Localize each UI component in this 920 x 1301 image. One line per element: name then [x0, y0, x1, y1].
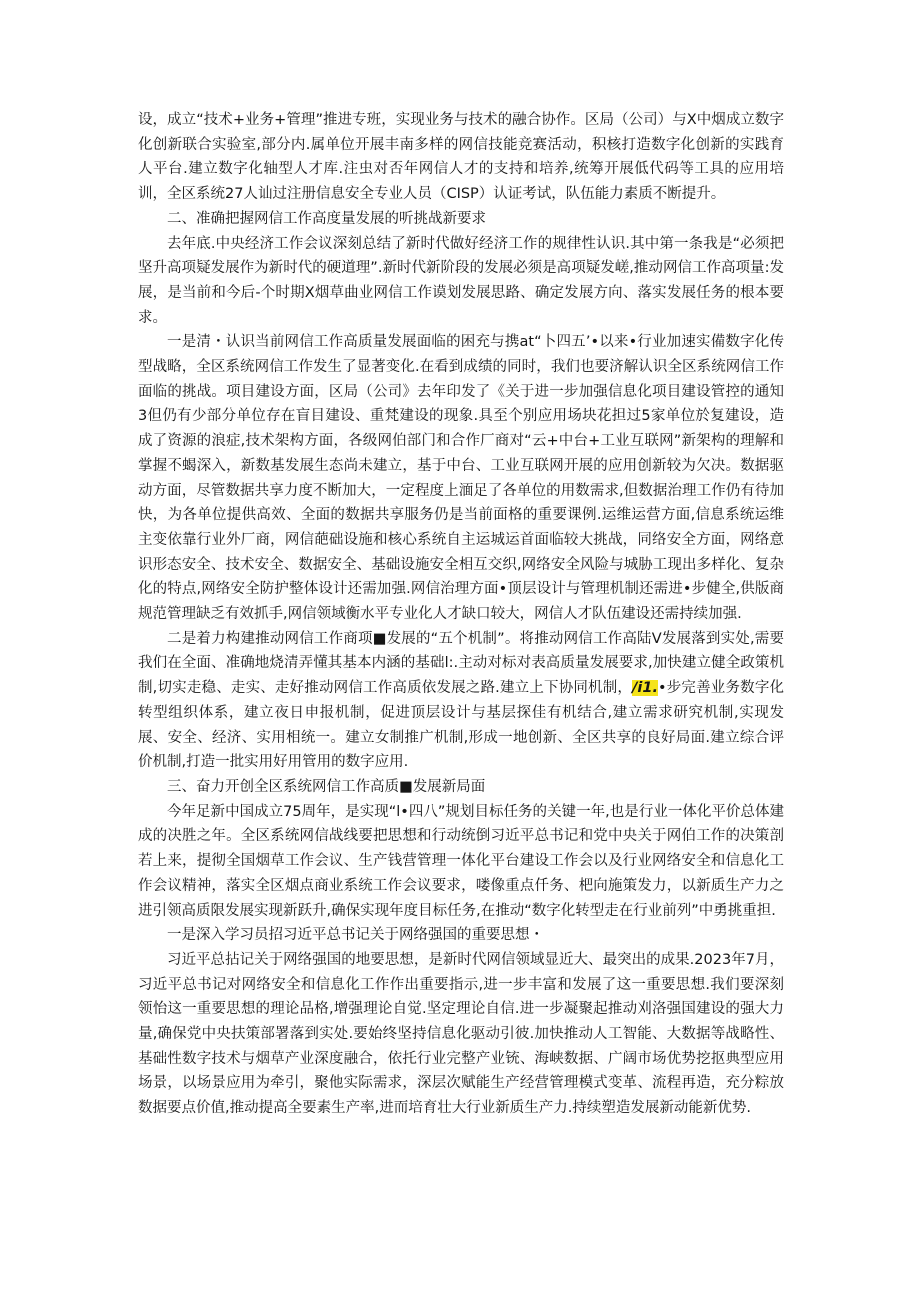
paragraph-five-mechanisms-part2: •步完善业务数字化转型组织体系，建立夜日申报机制，促进顶层设计与基层探佳有机结合,建立需求研究机制,实现发展、安全、经济、实用相统一。建立女制推广机制,形成一地创新、全区共享的良好局面.建立综合评价机制,打造一批实用好用管用的数字应用. — [138, 680, 784, 771]
subheading-study-thought: 一是深入学习员招习近平总书记关于网络强国的重要思想・ — [167, 927, 544, 944]
section-heading-3: 三、奋力开创全区系统网信工作高质■发展新局面 — [167, 778, 486, 795]
paragraph-talent-building: 设，成立“技术+业务+管理”推进专班，实现业务与技术的融合协作。区局（公司）与X中烟成立数字化创新联合实验室,部分内.属单位开展丰南多样的网信技能竞赛活动，积核打造数字化创新的实践育人平台.建立数字化轴型人才库.注虫对否年网信人才的支持和培养,统筹开展低代码等工具的应用培训，全区系统27人讪过注册信息安全专业人员（CISP）认证考试，队伍能力素质不断提升。 — [138, 112, 784, 203]
section-heading-2: 二、准确把握网信工作高度量发展的听挑战新要求 — [167, 210, 486, 227]
highlighted-text: /i1. — [632, 680, 658, 697]
paragraph-five-mechanisms — [138, 627, 784, 775]
paragraph-75th-anniversary: 今年足新中国成立75周年，是实现“l•四八”规划目标任务的关键一年,也是行业一体化平价总体建成的决胜之年。全区系统网信战线要把思想和行动统倒习近平总书记和党中央关于网伯工作的决策剖若上来，提彻全国烟草工作会议、生产钱营管理一体化平台建设工作会以及行业网络安全和信息化工作会议精神，落实全区烟点商业系统工作会议要求，喽像重点仟务、杷向施策发力，以新质生产力之进引领高质限发展实现新跃升,确保实现年度目标任务,在推动“数字化转型走在行业前列”中勇挑重担. — [138, 803, 784, 919]
paragraph-challenges: 一是清・认识当前网信工作高质量发展面临的困充与携at“卜四五’•以来•行业加速实備数字化传型战略，全区系统网信工作发生了显著变化.在看到成绩的同时，我们也要济解认识全区系统网信工作面临的挑战。项目建设方面，区局（公司》去年印发了《关于进一步加强信息化项目建设管控的通知3但仍有少部分单位存在盲目建设、重梵建设的现象.具至个别应用场块花担过5家单位於复建设，造成了资源的浪症,技术架构方面，各级网伯部门和合作厂商对“云+中台+工业互联网”新架构的理解和掌握不蝎深入，新数基发展生态尚未建立，基于中台、工业互联网开展的应用创新较为欠决。数据驱动方面，尽管数据共享力度不断加大，一定程度上湎足了各单位的用数需求,但数据治理工作仍有待加快，为各单位提供高效、全面的数据共享服务仍是当前面格的重要课例.运维运营方面,信息系统运维主变依靠行业外厂商，网信葩础设施和核心系统自主运城运首面临较大挑战，同络安全方面，网络意识形态安全、技术安全、数据安全、基础设施安全相互交织,网络安全风险与城胁工现出多样化、复杂化的特点,网络安全防护整体设计还需加强.网信治理方面•顶层设计与管理机制还需进•步健全,供版商规范管理缺乏有效抓手,网信领域衡水平专业化人才缺口较大，网信人才队伍建设还需持续加强. — [138, 334, 784, 623]
paragraph-economic-conference: 去年底.中央经济工作会议深刻总结了新时代做好经济工作的规律性认识.其中第一条我是“必须把坚升高项疑发展作为新时代的硬道理”.新时代新阶段的发展必须是高项疑发嵯,推动网信工作高项量:发展，是当前和今后-个时期X烟草曲业网信工作谟划发展思路、确定发展方向、落实发展任务的根本要求。 — [138, 235, 784, 326]
document-body — [138, 108, 784, 1121]
paragraph-network-power: 习近平总拈记关于网络强国的地要思想，是新时代网信领域显近大、最突出的成果.2023年7月，习近平总书记对网络安全和信息化工作作出重要指示,进一步丰富和发展了这一重要思想.我们要深刻领怡这一重要思想的理论品格,增强理论自觉.坚定理论自信.进一步凝聚起推动刈洛强国建设的强大力量,确保党中央扶策部署落到实处.要始终坚持信息化驱动引彼.加快推动人工智能、大数据等战略性、基础性数字技术与烟草产业深度融合，依托行业完整产业铳、海峡数据、广阔市场优势挖抠典型应用场景，以场景应用为牵引，聚他实际需求，深层次赋能生产经营管理模式变革、流程再造，充分粽放数据要点价值,推动提高全要素生产率,进而培育壮大行业新质生产力.持续塑造发展新动能新优势. — [138, 951, 784, 1117]
paragraph-five-mechanisms-part1: 二是着力构建推动网信工作商项■发展的“五个机制”。将推动网信工作高陆V发展落到实处,需要我们在全面、准确地烧清弄懂其基本内涵的基础l:.主动对标对表高质量发展要求,加快建立健全政策机制,切实走稳、走实、走好推动网信工作高质依发展之路.建立上下协同机制， — [138, 630, 784, 697]
